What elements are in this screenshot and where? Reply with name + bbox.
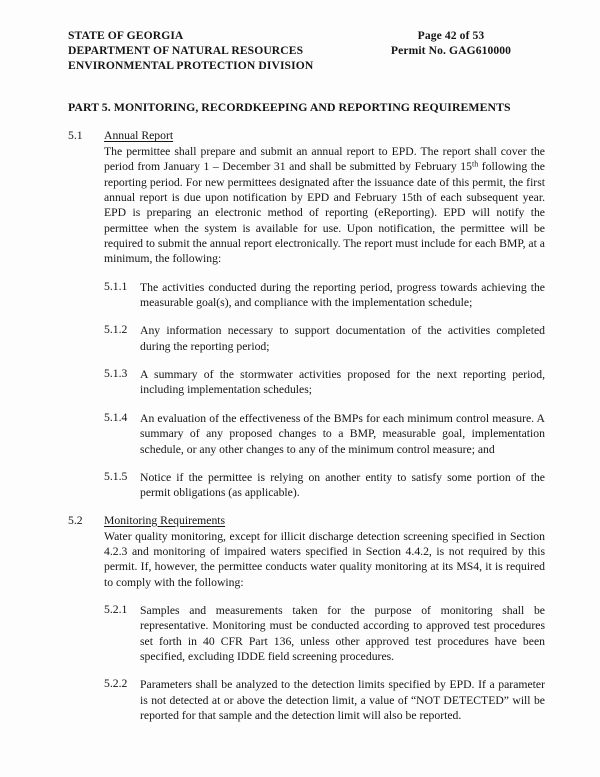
section-5-1-title: Annual Report	[104, 129, 174, 142]
subitem-5-2-1	[0, 603, 600, 664]
document-body	[0, 129, 600, 727]
subitem-5-1-1-text: The activities conducted during the reporting period, progress towards achieving the measurable goal(s), and compliance with the implementation schedule;	[140, 280, 545, 310]
subitem-5-1-2	[0, 323, 600, 354]
section-5-1-text-part-2: following the reporting period. For new permittees designated after the issuance date of this permit, the first annual report is due upon notification by EPD and February 15th of each subsequent year. EPD is preparing an electronic method of reporting (eReporting). EPD will notify the permittee when the system is available for use. Upon notification, the permittee will be required to submit the annual report electronically. The report must include for each BMP, at a minimum, the following:	[104, 160, 545, 266]
section-5-1-ordinal-suffix: th	[472, 160, 479, 170]
subitem-5-1-3	[0, 367, 600, 398]
section-5-2-paragraph: Water quality monitoring, except for illicit discharge detection screening specified in Section 4.2.3 and monitoring of impaired waters specified in Section 4.4.2, is not required by this permit. If, however, the permittee conducts water quality monitoring at its MS4, it is required to comply with the following:	[104, 529, 545, 589]
permit-header-block	[345, 28, 557, 58]
section-5-1-heading	[0, 129, 600, 144]
section-5-1-number: 5.1	[68, 129, 83, 142]
section-5-1-text-part-1: The permittee shall prepare and submit an annual report to EPD. The report shall cover the period from January 1 – December 31 and shall be submitted by February 15	[104, 145, 545, 174]
section-5-2-heading	[0, 514, 600, 529]
subitem-5-1-5-number: 5.1.5	[104, 469, 128, 483]
section-5-1	[0, 129, 600, 501]
page-number-label: Page 42 of 53	[417, 29, 485, 42]
subitem-5-2-1-text: Samples and measurements taken for the purpose of monitoring shall be representative. Monitoring must be conducted according to approved test procedures set forth in 40 CFR Part 136, unless other approved test procedures have been specified, excluding IDDE field screening procedures.	[140, 603, 545, 663]
agency-line-1: STATE OF GEORGIA	[68, 29, 184, 42]
page-title: PART 5. MONITORING, RECORDKEEPING AND REPORTING REQUIREMENTS	[68, 100, 511, 114]
agency-line-2: DEPARTMENT OF NATURAL RESOURCES	[68, 44, 304, 58]
subitem-5-1-4-text: An evaluation of the effectiveness of the BMPs for each minimum control measure. A summary of any proposed changes to a BMP, measurable goal, implementation schedule, or any other changes to any of the minimum control measure; and	[140, 411, 545, 456]
section-spacer	[0, 505, 600, 514]
subitem-5-1-2-number: 5.1.2	[104, 323, 128, 337]
agency-header-block	[68, 28, 313, 74]
subitem-5-2-1-number: 5.2.1	[104, 602, 128, 616]
section-5-1-subitems	[0, 280, 600, 501]
subitem-5-2-2	[0, 677, 600, 723]
subitem-5-1-3-text: A summary of the stormwater activities proposed for the next reporting period, including implementation schedules;	[140, 368, 545, 397]
subitem-5-1-5	[0, 470, 600, 501]
subitem-5-1-4	[0, 411, 600, 457]
subitem-5-1-3-number: 5.1.3	[104, 367, 128, 381]
page-header	[0, 28, 600, 84]
subitem-5-1-1-number: 5.1.1	[104, 279, 128, 293]
section-5-2	[0, 514, 600, 724]
section-5-2-number: 5.2	[68, 513, 83, 527]
agency-line-3: ENVIRONMENTAL PROTECTION DIVISION	[68, 59, 314, 73]
permit-number-label: Permit No. GAG610000	[390, 44, 512, 58]
subitem-5-1-5-text: Notice if the permittee is relying on another entity to satisfy some portion of the permit obligations (as applicable).	[140, 470, 545, 500]
subitem-5-2-2-number: 5.2.2	[104, 677, 128, 691]
subitem-5-2-2-text: Parameters shall be analyzed to the detection limits specified by EPD. If a parameter is not detected at or above the detection limit, a value of “NOT DETECTED” will be reported for that sample and the detection limit will also be reported.	[140, 678, 545, 722]
subitem-5-1-2-text: Any information necessary to support documentation of the activities completed during the reporting period;	[140, 324, 545, 353]
subitem-5-1-4-number: 5.1.4	[104, 410, 128, 424]
section-5-2-subitems	[0, 603, 600, 723]
section-5-2-title: Monitoring Requirements	[104, 513, 226, 527]
subitem-5-1-1	[0, 280, 600, 311]
section-5-1-paragraph	[104, 144, 545, 267]
